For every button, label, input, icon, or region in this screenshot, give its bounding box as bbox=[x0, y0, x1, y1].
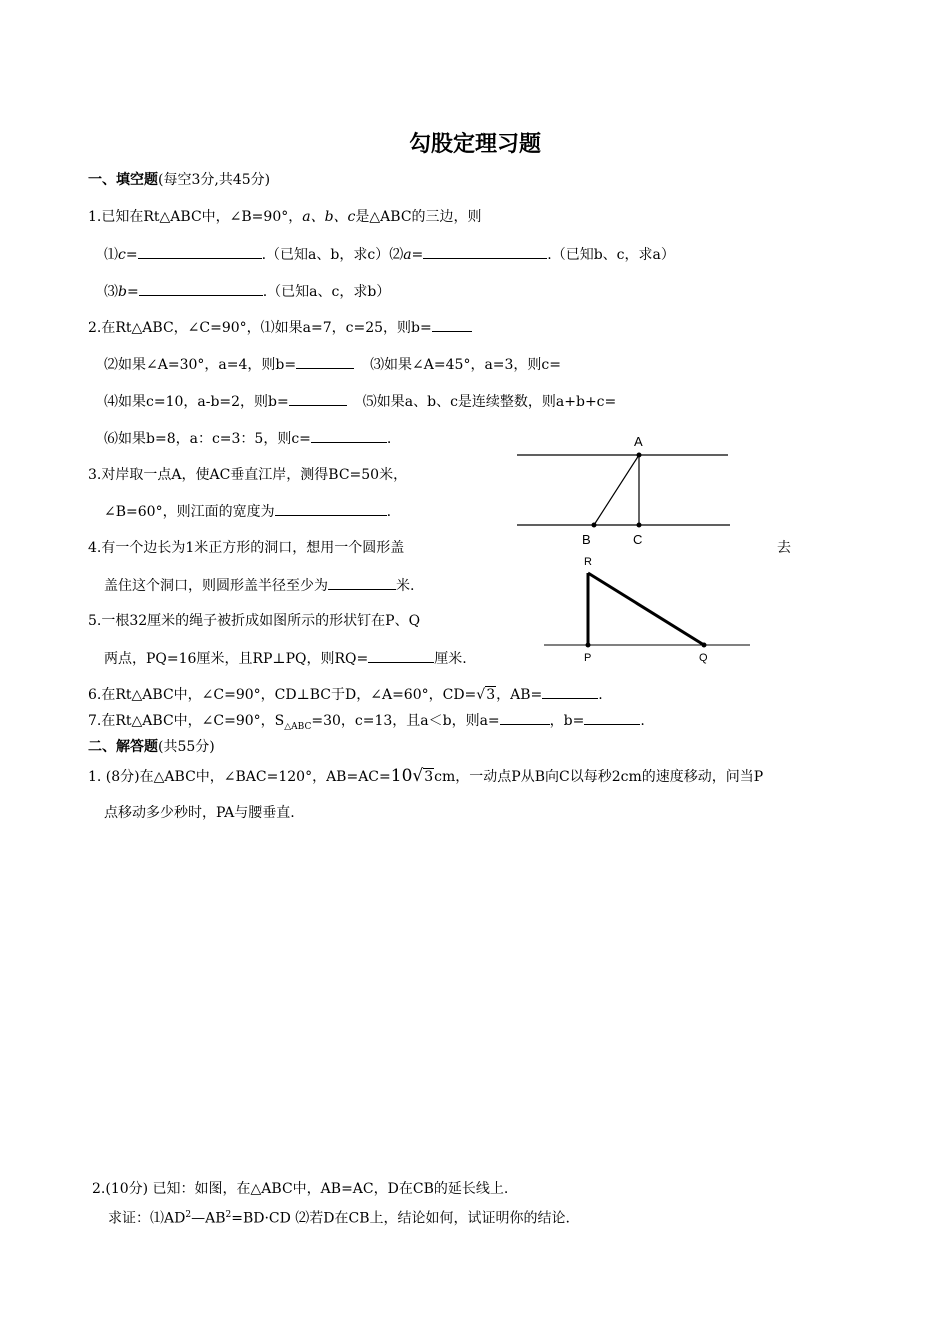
q1-part2-var: a= bbox=[403, 247, 424, 263]
q6-pre: 6.在Rt△ABC中，∠C=90°，CD⊥BC于D，∠A=60°，CD= bbox=[88, 687, 477, 703]
answer-blank[interactable] bbox=[432, 318, 472, 332]
q7-mid: =30，c=13，且a＜b，则a= bbox=[311, 713, 500, 729]
question-2-line-4 bbox=[104, 429, 391, 448]
section-2-heading bbox=[88, 738, 215, 756]
label-p: P bbox=[584, 652, 592, 664]
q2-line2a-text: ⑵如果∠A=30°，a=4，则b= bbox=[104, 357, 297, 373]
question-3-line-1: 3.对岸取一点A，使AC垂直江岸，测得BC=50米， bbox=[88, 467, 408, 483]
label-a: A bbox=[634, 434, 643, 449]
question-7 bbox=[88, 711, 645, 736]
sqrt-3: √3 bbox=[476, 687, 496, 703]
question-1-stem bbox=[88, 208, 482, 226]
section-2-title: 二、解答题 bbox=[88, 739, 158, 755]
q1-part3-var: b= bbox=[118, 284, 139, 300]
section-1-note: (每空3分,共45分) bbox=[158, 172, 271, 188]
q1-part1-var: c= bbox=[118, 247, 138, 263]
p2-line2-pre: 求证：⑴AD bbox=[108, 1210, 186, 1227]
sqrt-10-root-3: 10√3 bbox=[390, 766, 434, 786]
p1-post: cm，一动点P从B向C以每秒2cm的速度移动，问当P bbox=[434, 769, 764, 785]
section-2-note: (共55分) bbox=[158, 739, 215, 755]
q7-subscript: △ABC bbox=[284, 721, 312, 732]
q4-line2b-text: 米. bbox=[396, 578, 415, 594]
question-4-line-1: 4.有一个边长为1米正方形的洞口，想用一个圆形盖 bbox=[88, 540, 405, 556]
q6-post: . bbox=[598, 687, 603, 703]
label-b: B bbox=[582, 532, 591, 547]
question-2-line-3 bbox=[104, 392, 616, 411]
q3-line2b-text: . bbox=[386, 504, 392, 520]
p2-sup2: 2 bbox=[225, 1210, 232, 1220]
q3-line2a-text: ∠B=60°，则江面的宽度为 bbox=[104, 504, 275, 520]
section-1-heading bbox=[88, 171, 270, 189]
rope-figure bbox=[540, 553, 755, 668]
p1-radicand: 3 bbox=[424, 769, 434, 785]
answer-blank[interactable] bbox=[368, 649, 434, 663]
q2-line3b-text: ⑸如果a、b、c是连续整数，则a+b+c= bbox=[362, 394, 617, 410]
segment-rq bbox=[588, 573, 704, 645]
question-1-parts-1-2 bbox=[104, 245, 675, 264]
q1-part2-label: ⑵ bbox=[389, 247, 404, 263]
p2-sup1: 2 bbox=[185, 1210, 192, 1220]
p1-pre: 1. (8分)在△ABC中，∠BAC=120°，AB=AC= bbox=[88, 769, 391, 785]
point-a bbox=[637, 453, 642, 458]
answer-blank[interactable] bbox=[542, 685, 598, 699]
problem-1-line-2: 点移动多少秒时，PA与腰垂直. bbox=[104, 805, 295, 821]
answer-blank[interactable] bbox=[500, 711, 550, 725]
q2-line3a-text: ⑷如果c=10，a-b=2，则b= bbox=[104, 394, 289, 410]
question-1-part-3 bbox=[104, 282, 390, 301]
label-c: C bbox=[633, 532, 643, 547]
q1-part1-hint: .（已知a、b，求c） bbox=[261, 247, 390, 263]
point-b bbox=[592, 523, 597, 528]
q1-stem-post: 是△ABC的三边，则 bbox=[355, 209, 482, 225]
segment-ab bbox=[594, 455, 639, 525]
label-q: Q bbox=[699, 652, 708, 664]
q2-line2b-text: ⑶如果∠A=45°，a=3，则c= bbox=[370, 357, 562, 373]
question-2-line-1 bbox=[88, 318, 472, 337]
point-p bbox=[586, 643, 591, 648]
section-1-title: 一、填空题 bbox=[88, 172, 158, 188]
q2-line1-text: 2.在Rt△ABC，∠C=90°，⑴如果a=7，c=25，则b= bbox=[88, 320, 432, 336]
question-5-line-1: 5.一根32厘米的绳子被折成如图所示的形状钉在P、Q bbox=[88, 613, 421, 629]
question-6 bbox=[88, 685, 603, 704]
answer-blank[interactable] bbox=[138, 245, 262, 259]
q2-line4a-text: ⑹如果b=8，a：c=3：5，则c= bbox=[104, 431, 311, 447]
question-3-line-2 bbox=[104, 502, 391, 521]
q1-part3-hint: .（已知a、c，求b） bbox=[262, 284, 391, 300]
page-title: 勾股定理习题 bbox=[408, 132, 541, 157]
point-q bbox=[702, 643, 707, 648]
point-c bbox=[637, 523, 642, 528]
answer-blank[interactable] bbox=[584, 711, 640, 725]
problem-2-line-2 bbox=[108, 1206, 570, 1228]
problem-1-line-1 bbox=[88, 767, 763, 786]
q5-line2b-text: 厘米. bbox=[434, 651, 467, 667]
question-2-line-2 bbox=[104, 355, 561, 374]
question-4-line-1-tail: 去 bbox=[777, 540, 791, 556]
answer-blank[interactable] bbox=[275, 502, 387, 516]
answer-blank[interactable] bbox=[139, 282, 263, 296]
answer-blank[interactable] bbox=[328, 576, 396, 590]
question-5-line-2 bbox=[104, 649, 467, 668]
q1-part3-label: ⑶ bbox=[104, 284, 118, 300]
q7-pre: 7.在Rt△ABC中，∠C=90°，S bbox=[88, 713, 285, 729]
answer-blank[interactable] bbox=[289, 392, 347, 406]
answer-blank[interactable] bbox=[311, 429, 387, 443]
q2-line4b-text: . bbox=[386, 431, 392, 447]
q1-part2-hint: .（已知b、c，求a） bbox=[547, 247, 675, 263]
q7-post: . bbox=[640, 713, 645, 729]
answer-blank[interactable] bbox=[423, 245, 547, 259]
q1-part1-label: ⑴ bbox=[104, 247, 118, 263]
problem-2-line-1: 2.(10分) 已知：如图，在△ABC中，AB=AC，D在CB的延长线上. bbox=[92, 1181, 509, 1197]
q1-stem-vars: a、b、c bbox=[302, 209, 356, 225]
q7-mid2: ，b= bbox=[549, 713, 585, 729]
q4-line2a-text: 盖住这个洞口，则圆形盖半径至少为 bbox=[104, 578, 328, 594]
label-r: R bbox=[584, 556, 592, 568]
river-figure bbox=[510, 430, 740, 555]
p2-line2-post: =BD·CD ⑵若D在CB上，结论如何，试证明你的结论. bbox=[231, 1210, 570, 1227]
q1-stem-pre: 1.已知在Rt△ABC中，∠B=90°， bbox=[88, 209, 303, 225]
p2-line2-mid: —AB bbox=[191, 1210, 226, 1227]
q5-line2a-text: 两点，PQ=16厘米，且RP⊥PQ，则RQ= bbox=[104, 651, 369, 667]
answer-blank[interactable] bbox=[296, 355, 354, 369]
question-4-line-2 bbox=[104, 576, 414, 595]
p1-coefficient: 10 bbox=[390, 766, 413, 786]
q6-mid: ，AB= bbox=[496, 687, 543, 703]
q6-radicand: 3 bbox=[486, 687, 496, 703]
